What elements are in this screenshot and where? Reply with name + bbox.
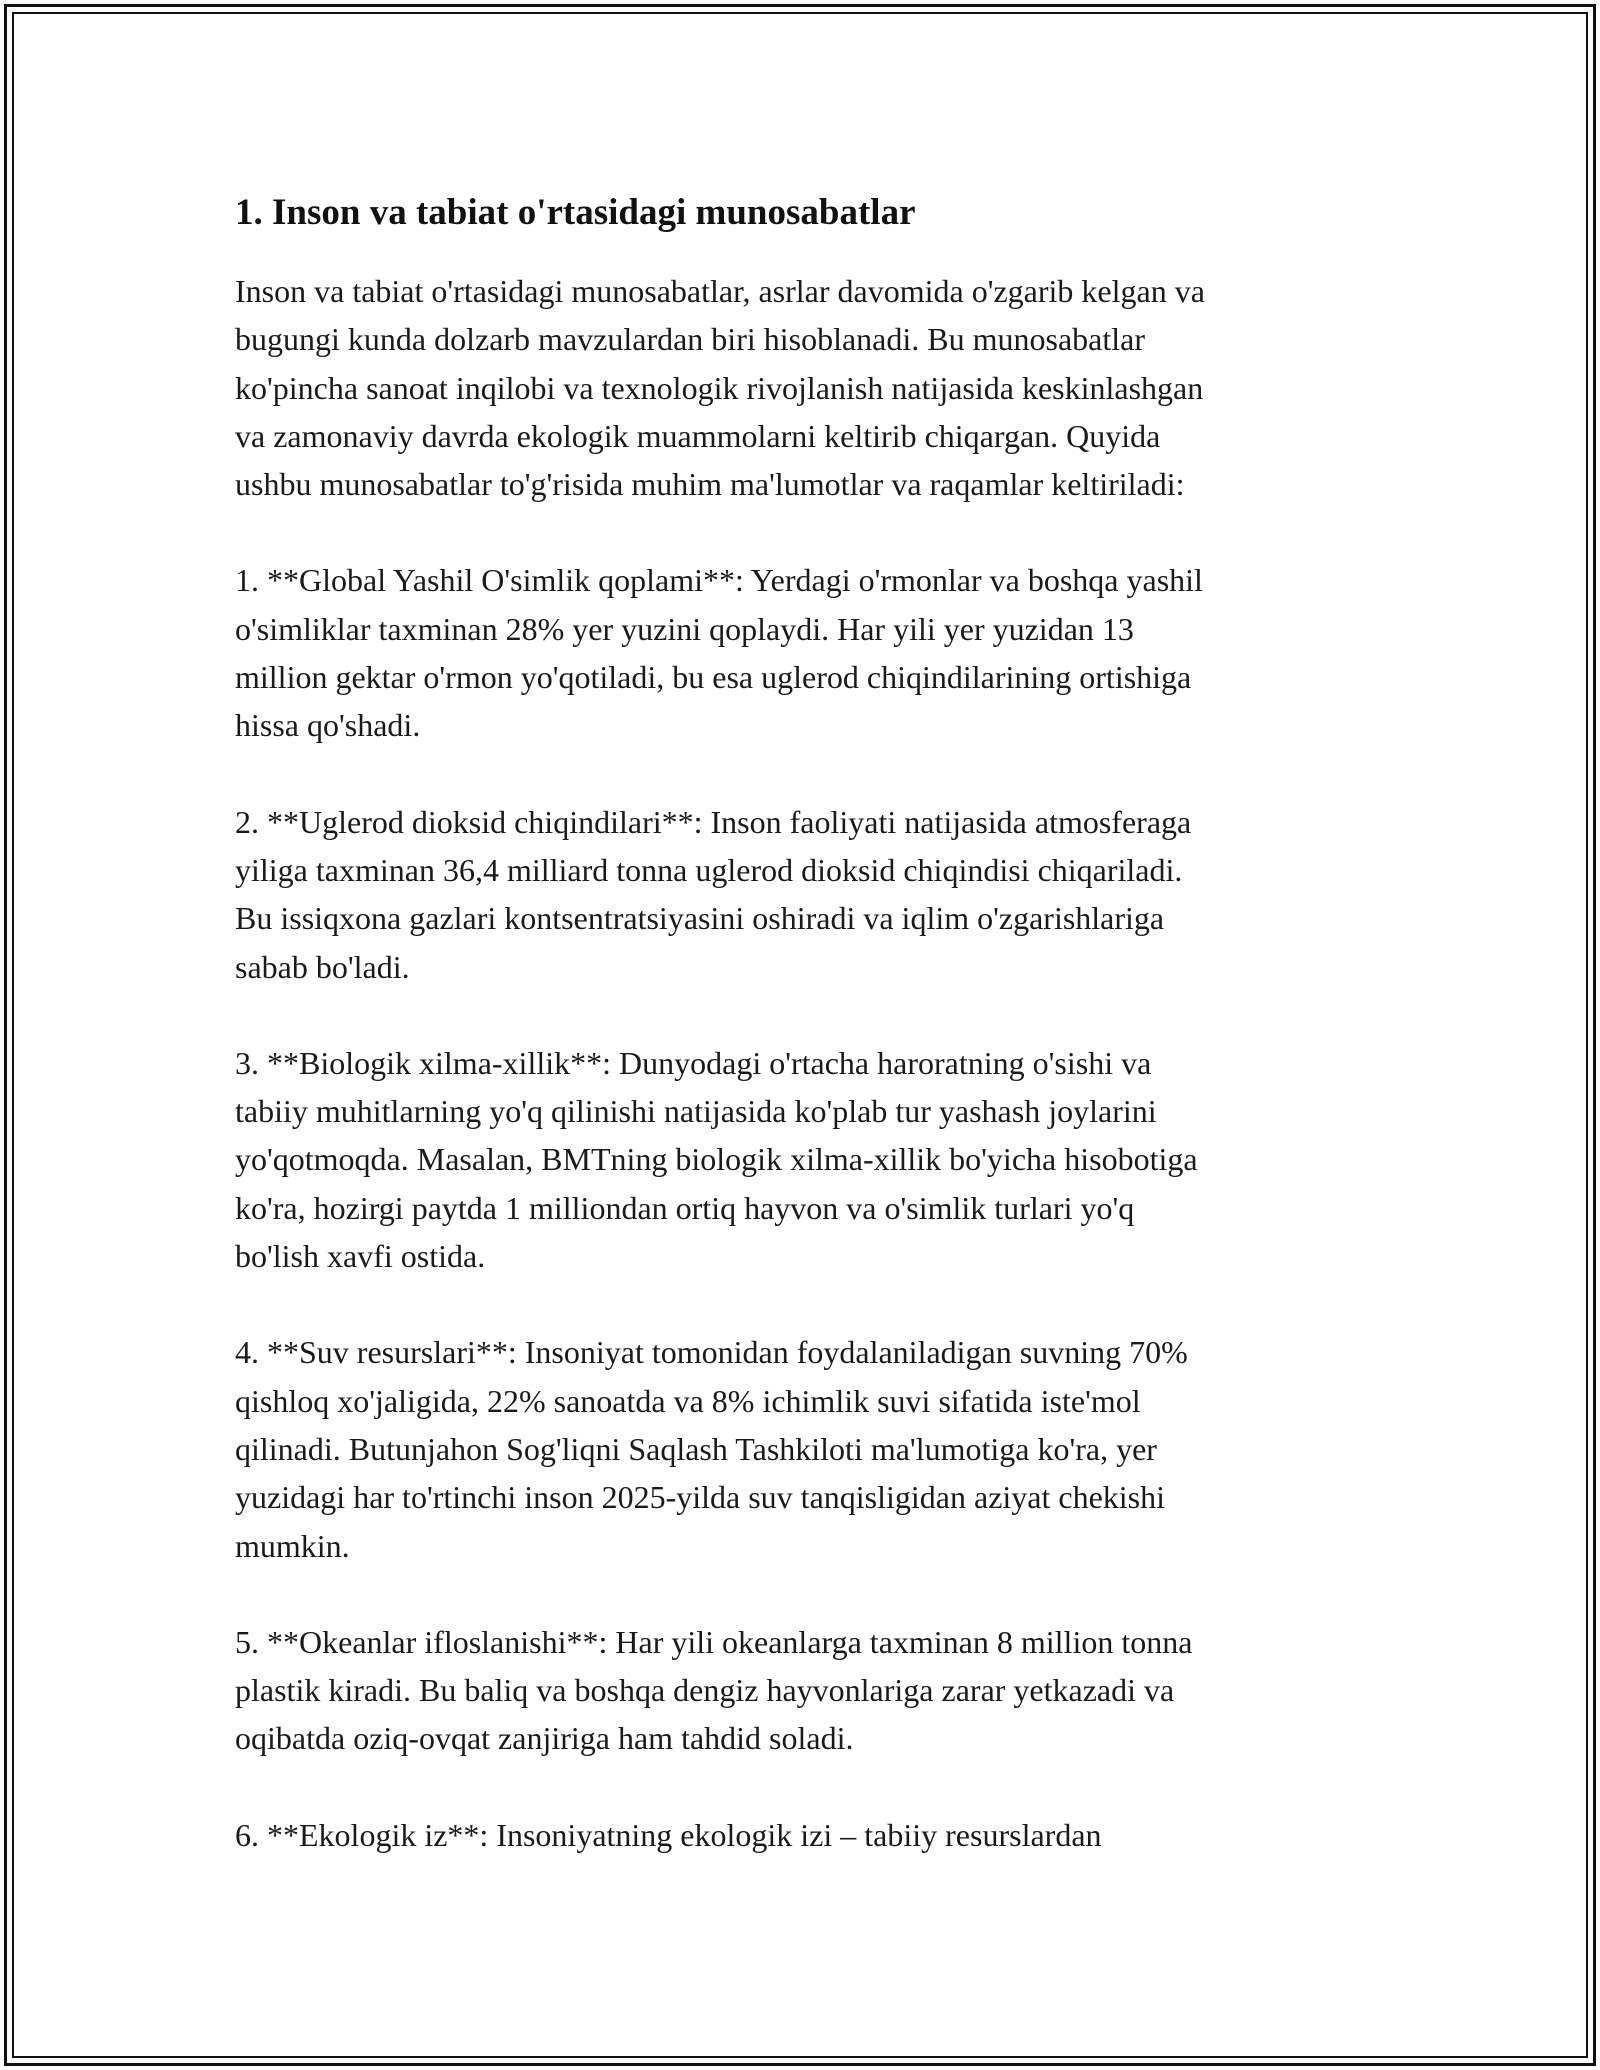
intro-paragraph: Inson va tabiat o'rtasidagi munosabatlar, asrlar davomida o'zgarib kelgan va bugungi kunda dolzarb mavzulardan biri hisoblanadi. Bu munosabatlar ko'pincha sanoat inqilobi va texnologik rivojlanish natijasida keskinlashgan va zamonaviy davrda ekologik muammolarni keltirib chiqargan. Quyida ushbu munosabatlar to'g'risida muhim ma'lumotlar va raqamlar keltiriladi: xyxy=(235,273,1205,503)
list-item: 5. **Okeanlar ifloslanishi**: Har yili okeanlarga taxminan 8 million tonna plastik kiradi. Bu baliq va boshqa dengiz hayvonlariga zarar yetkazadi va oqibatda oziq-ovqat zanjiriga ham tahdid soladi. xyxy=(235,1623,1193,1757)
list-item: 3. **Biologik xilma-xillik**: Dunyodagi o'rtacha haroratning o'sishi va tabiiy muhitlarning yo'q qilinishi natijasida ko'plab tur yashash joylarini yo'qotmoqda. Masalan, BMTning biologik xilma-xillik bo'yicha hisobotiga ko'ra, hozirgi paytda 1 milliondan ortiq hayvon va o'simlik turlari yo'q bo'lish xavfi ostida. xyxy=(235,1044,1198,1275)
list-item: 1. **Global Yashil O'simlik qoplami**: Yerdagi o'rmonlar va boshqa yashil o'simliklar taxminan 28% yer yuzini qoplaydi. Har yili yer yuzidan 13 million gektar o'rmon yo'qotiladi, bu esa uglerod chiqindilarining ortishiga hissa qo'shadi. xyxy=(235,562,1203,744)
list-item: 4. **Suv resurslari**: Insoniyat tomonidan foydalaniladigan suvning 70% qishloq xo'jaligida, 22% sanoatda va 8% ichimlik suvi sifatida iste'mol qilinadi. Butunjahon Sog'liqni Saqlash Tashkiloti ma'lumotiga ko'ra, yer yuzidagi har to'rtinchi inson 2025-yilda suv tanqisligidan aziyat chekishi mumkin. xyxy=(235,1334,1188,1564)
list-item: 6. **Ekologik iz**: Insoniyatning ekologik izi – tabiiy resurslardan xyxy=(235,1816,1102,1853)
document-body xyxy=(235,185,1375,1907)
section-heading: 1. Inson va tabiat o'rtasidagi munosabatlar xyxy=(235,192,916,233)
list-item: 2. **Uglerod dioksid chiqindilari**: Inson faoliyati natijasida atmosferaga yiliga taxminan 36,4 milliard tonna uglerod dioksid chiqindisi chiqariladi. Bu issiqxona gazlari kontsentratsiyasini oshiradi va iqlim o'zgarishlariga sabab bo'ladi. xyxy=(235,803,1192,985)
